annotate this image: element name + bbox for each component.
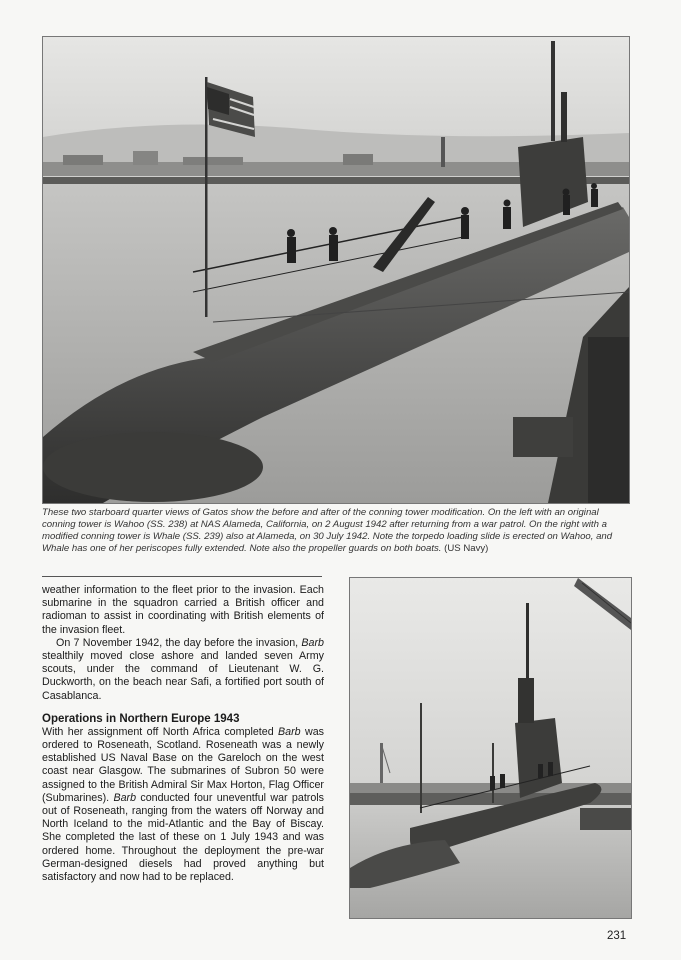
section-heading: Operations in Northern Europe 1943 xyxy=(42,712,240,725)
paragraph: With her assignment off North Africa completed Barb was ordered to Roseneath, Scotland. Roseneath was a newly established US Naval Base on the Gareloch on the west coast near Glasgow. The submarines of Subron 50 were assigned to the British Admiral Sir Max Horton, Flag Officer (Submarines). Barb conducted four uneventful war patrols out of Roseneath, ranging from the waters off Norway and North Iceland to the mid-Atlantic and the Bay of Biscay. She completed the last of these on 1 July 1943 and was ordered home. Throughout the deployment the pre-war German-designed diesels had proved anything but satisfactory and now had to be replaced. xyxy=(42,725,325,884)
ship-name: Barb xyxy=(113,791,137,804)
page-number: 231 xyxy=(607,930,627,942)
paragraph: weather information to the fleet prior to the invasion. Each submarine in the squadron carried a British officer and radioman to assist in coordinating with British elements of the invasion fleet. xyxy=(42,584,324,636)
ship-name: Barb xyxy=(301,636,324,649)
article-body xyxy=(42,584,324,884)
figure-caption xyxy=(42,507,632,555)
caption-divider xyxy=(42,576,322,577)
ship-name: Barb xyxy=(278,725,301,738)
paragraph: On 7 November 1942, the day before the invasion, Barb stealthily moved close ashore and landed seven Army scouts, under the command of Lieutenant W. G. Duckworth, on the beach near Safi, a fortified port south of Casablanca. xyxy=(42,636,324,702)
photo-wahoo xyxy=(42,36,630,504)
photo-credit: (US Navy) xyxy=(444,543,489,555)
caption-text: These two starboard quarter views of Gatos show the before and after of the conning tower modification. On the left with an original conning tower is Wahoo (SS. 238) at NAS Alameda, California, on 2 August 1942 after returning from a war patrol. On the right with a modified conning tower is Whale (SS. 239) also at Alameda, on 30 July 1942. Note the torpedo loading slide is erected on Wahoo, and Whale has one of her periscopes fully extended. Note also the propeller guards on both boats. xyxy=(42,507,613,555)
photo-whale xyxy=(349,577,632,919)
